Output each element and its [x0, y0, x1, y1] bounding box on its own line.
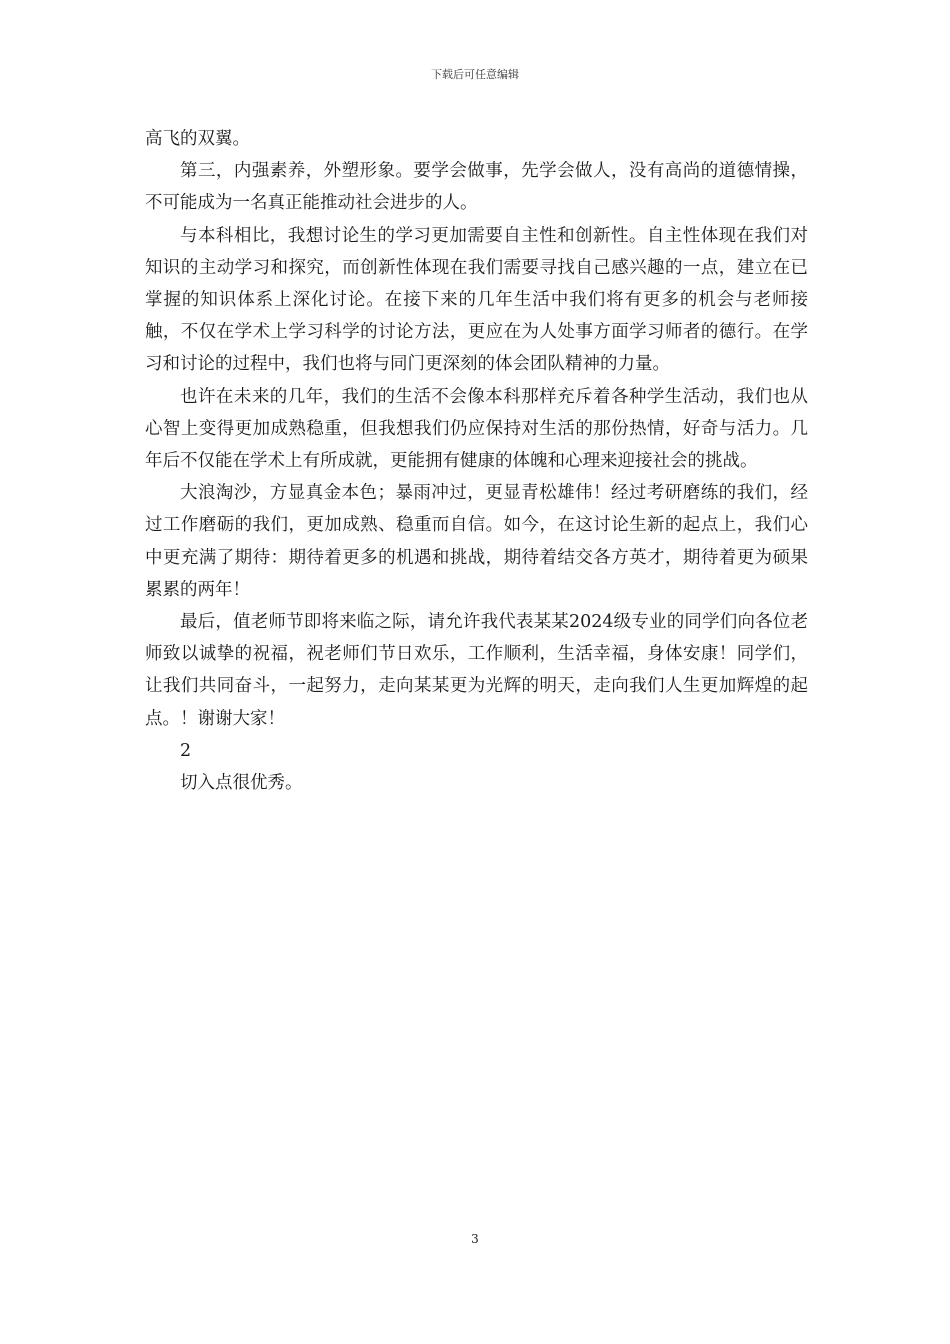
page-number: 3	[471, 1232, 479, 1246]
paragraph-study: 与本科相比，我想讨论生的学习更加需要自主性和创新性。自主性体现在我们对知识的主动学习和探究，而创新性体现在我们需要寻找自己感兴趣的一点，建立在已掌握的知识体系上深化讨论。在接下来的几年生活中我们将有更多的机会与老师接触，不仅在学术上学习科学的讨论方法，更应在为人处事方面学习师者的德行。在学习和讨论的过程中，我们也将与同门更深刻的体会团队精神的力量。	[145, 225, 808, 375]
page-header: 下载后可任意编辑	[431, 68, 519, 81]
paragraph-comment: 切入点很优秀。	[180, 773, 303, 794]
paragraph-continuation: 高飞的双翼。	[145, 129, 250, 149]
paragraph-third-point: 第三，内强素养，外塑形象。要学会做事，先学会做人，没有高尚的道德情操，不可能成为一名真正能推动社会进步的人。	[145, 161, 808, 214]
paragraph-number: 2	[180, 740, 192, 761]
document-body	[145, 123, 808, 799]
paragraph-future: 也许在未来的几年，我们的生活不会像本科那样充斥着各种学生活动，我们也从心智上变得更加成熟稳重，但我想我们仍应保持对生活的那份热情，好奇与活力。几年后不仅能在学术上有所成就，更能拥有健康的体魄和心理来迎接社会的挑战。	[145, 386, 808, 472]
paragraph-closing: 最后，值老师节即将来临之际，请允许我代表某某2024级专业的同学们向各位老师致以诚挚的祝福，祝老师们节日欢乐，工作顺利，生活幸福，身体安康！同学们，让我们共同奋斗，一起努力，走向某某更为光辉的明天，走向我们人生更加辉煌的起点。！谢谢大家！	[145, 612, 808, 729]
paragraph-expectation: 大浪淘沙，方显真金本色；暴雨冲过，更显青松雄伟！经过考研磨练的我们，经过工作磨砺的我们，更加成熟、稳重而自信。如今，在这讨论生新的起点上，我们心中更充满了期待：期待着更多的机遇和挑战，期待着结交各方英才，期待着更为硕果累累的两年！	[145, 483, 808, 600]
